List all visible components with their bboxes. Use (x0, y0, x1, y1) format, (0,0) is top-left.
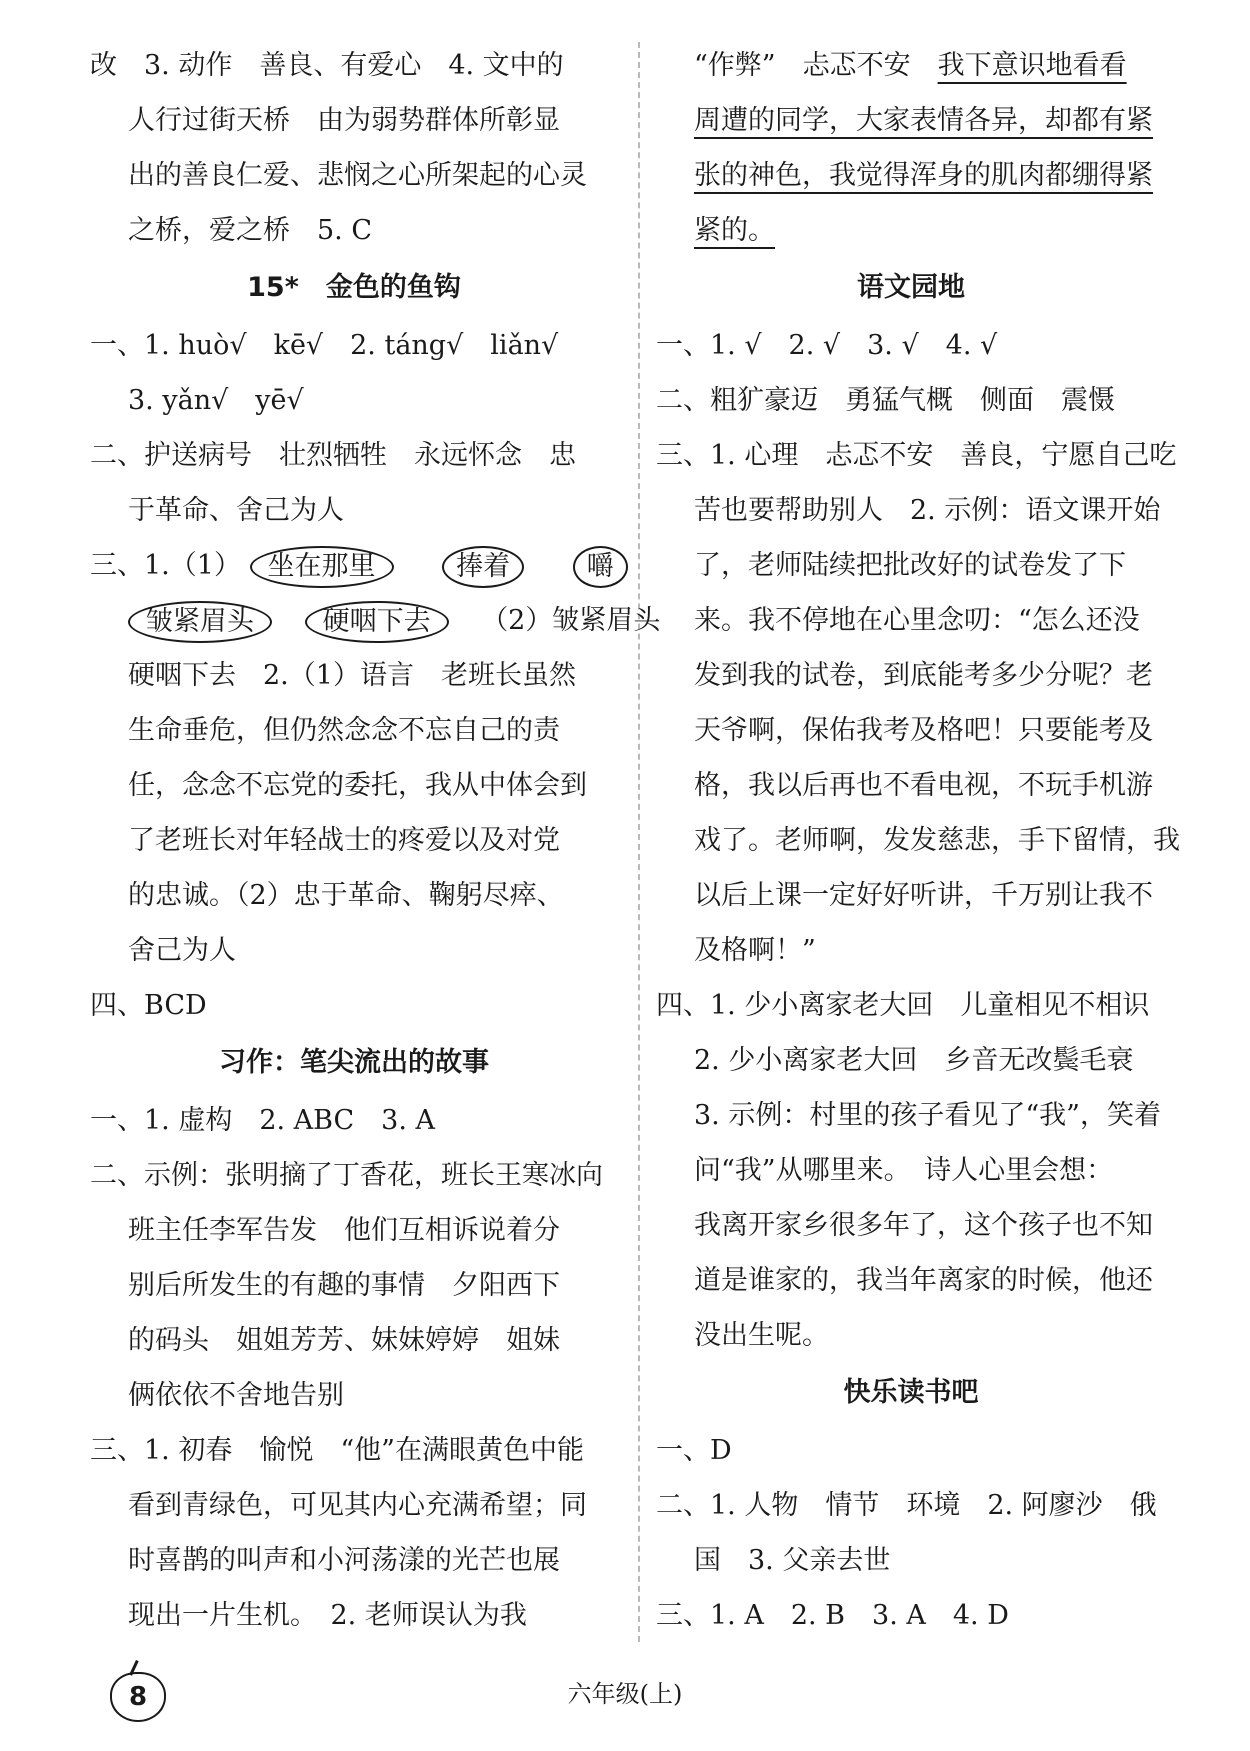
text-line: 问“我”从哪里来。 诗人心里会想： (694, 1155, 1114, 1186)
item-prefix: 三、1.（1） (90, 550, 241, 581)
text-line: 任，念念不忘党的委托，我从中体会到 (128, 770, 587, 801)
text-line: 舍己为人 (128, 935, 236, 966)
text-line (90, 593, 661, 648)
grade-label: 六年级(上) (567, 1680, 683, 1708)
text-line: 了，老师陆续把批改好的试卷发了下 (694, 550, 1126, 581)
text-line: 一、D (656, 1435, 732, 1466)
text-line: 三、1. A 2. B 3. A 4. D (656, 1600, 1009, 1631)
text-line: 发到我的试卷，到底能考多少分呢？老 (694, 660, 1153, 691)
circled-word: 坐在那里 (250, 546, 394, 588)
text-line: 四、1. 少小离家老大回 儿童相见不相识 (656, 990, 1150, 1021)
text-line (90, 538, 618, 593)
text-line: 二、示例：张明摘了丁香花，班长王寒冰向 (90, 1160, 603, 1191)
text-line: 生命垂危，但仍然念念不忘自己的责 (128, 715, 560, 746)
column-divider (638, 42, 640, 1642)
text-line: 一、1. √ 2. √ 3. √ 4. √ (656, 330, 998, 361)
text-line: 人行过街天桥 由为弱势群体所彰显 (128, 105, 560, 136)
text-line (656, 148, 1166, 203)
text-span: （2）皱紧眉头 (481, 605, 661, 636)
text-line: 出的善良仁爱、悲悯之心所架起的心灵 (128, 160, 587, 191)
text-line: 看到青绿色，可见其内心充满希望；同 (128, 1490, 587, 1521)
text-line: 二、粗犷豪迈 勇猛气概 侧面 震慑 (656, 385, 1115, 416)
text-line: 三、1. 初春 愉悦 “他”在满眼黄色中能 (90, 1435, 584, 1466)
text-line: 及格啊！” (694, 935, 816, 966)
text-line: 于革命、舍己为人 (128, 495, 344, 526)
text-line: 3. yǎn√ yē√ (128, 385, 304, 416)
section-title-xizuo: 习作：笔尖流出的故事 (219, 1047, 489, 1078)
text-line: 别后所发生的有趣的事情 夕阳西下 (128, 1270, 560, 1301)
text-line: 格，我以后再也不看电视，不玩手机游 (694, 770, 1153, 801)
text-line: 了老班长对年轻战士的疼爱以及对党 (128, 825, 560, 856)
underlined-text: 周遭的同学，大家表情各异，却都有紧 (694, 105, 1153, 136)
underlined-text: 我下意识地看看 (937, 50, 1127, 81)
text-line: 改 3. 动作 善良、有爱心 4. 文中的 (90, 50, 564, 81)
text-line: 班主任李军告发 他们互相诉说着分 (128, 1215, 560, 1246)
text-line: 二、1. 人物 情节 环境 2. 阿廖沙 俄 (656, 1490, 1157, 1521)
text-line: 戏了。老师啊，发发慈悲，手下留情，我 (694, 825, 1180, 856)
page-number: 8 (110, 1672, 166, 1722)
text-line (656, 38, 1166, 93)
text-line: 我离开家乡很多年了，这个孩子也不知 (694, 1210, 1153, 1241)
text-line: 硬咽下去 2.（1）语言 老班长虽然 (128, 660, 576, 691)
text-line: 一、1. 虚构 2. ABC 3. A (90, 1105, 436, 1136)
text-line: 三、1. 心理 忐忑不安 善良，宁愿自己吃 (656, 440, 1177, 471)
text-line: 2. 少小离家老大回 乡音无改鬓毛衰 (694, 1045, 1134, 1076)
text-line: 的码头 姐姐芳芳、妹妹婷婷 姐妹 (128, 1325, 560, 1356)
text-line: 之桥，爱之桥 5. C (128, 215, 373, 246)
text-line (656, 93, 1166, 148)
text-line: 苦也要帮助别人 2. 示例：语文课开始 (694, 495, 1161, 526)
circled-word: 嚼 (573, 546, 628, 588)
text-line: 一、1. huò√ kē√ 2. táng√ liǎn√ (90, 330, 559, 361)
text-line: 以后上课一定好好听讲，千万别让我不 (694, 880, 1153, 911)
left-column (90, 38, 661, 1643)
right-column (656, 38, 1180, 1643)
text-line: 来。我不停地在心里念叨：“怎么还没 (694, 605, 1140, 636)
text-line: 3. 示例：村里的孩子看见了“我”，笑着 (694, 1100, 1161, 1131)
text-line: 道是谁家的，我当年离家的时候，他还 (694, 1265, 1153, 1296)
text-line: 天爷啊，保佑我考及格吧！只要能考及 (694, 715, 1153, 746)
text-line: 时喜鹊的叫声和小河荡漾的光芒也展 (128, 1545, 560, 1576)
section-title-kuaileduishu: 快乐读书吧 (843, 1377, 979, 1408)
text-line: 没出生呢。 (694, 1320, 829, 1351)
section-title-15: 15* 金色的鱼钩 (247, 272, 461, 303)
text-line: 俩依依不舍地告别 (128, 1380, 344, 1411)
circled-word: 硬咽下去 (305, 601, 449, 643)
text-line: 国 3. 父亲去世 (694, 1545, 891, 1576)
page-footer (0, 1660, 1250, 1730)
text-line (656, 203, 1166, 258)
text-line: 二、护送病号 壮烈牺牲 永远怀念 忠 (90, 440, 576, 471)
text-span: “作弊” 忐忑不安 (694, 50, 938, 81)
text-line: 四、BCD (90, 990, 207, 1021)
text-line: 的忠诚。（2）忠于革命、鞠躬尽瘁、 (128, 880, 564, 911)
circled-word: 捧着 (442, 546, 524, 588)
text-line: 现出一片生机。 2. 老师误认为我 (128, 1600, 527, 1631)
circled-word: 皱紧眉头 (128, 601, 272, 643)
underlined-text: 张的神色，我觉得浑身的肌肉都绷得紧 (694, 160, 1153, 191)
section-title-yuwenyuandi: 语文园地 (857, 272, 965, 303)
underlined-text: 紧的。 (694, 215, 775, 246)
